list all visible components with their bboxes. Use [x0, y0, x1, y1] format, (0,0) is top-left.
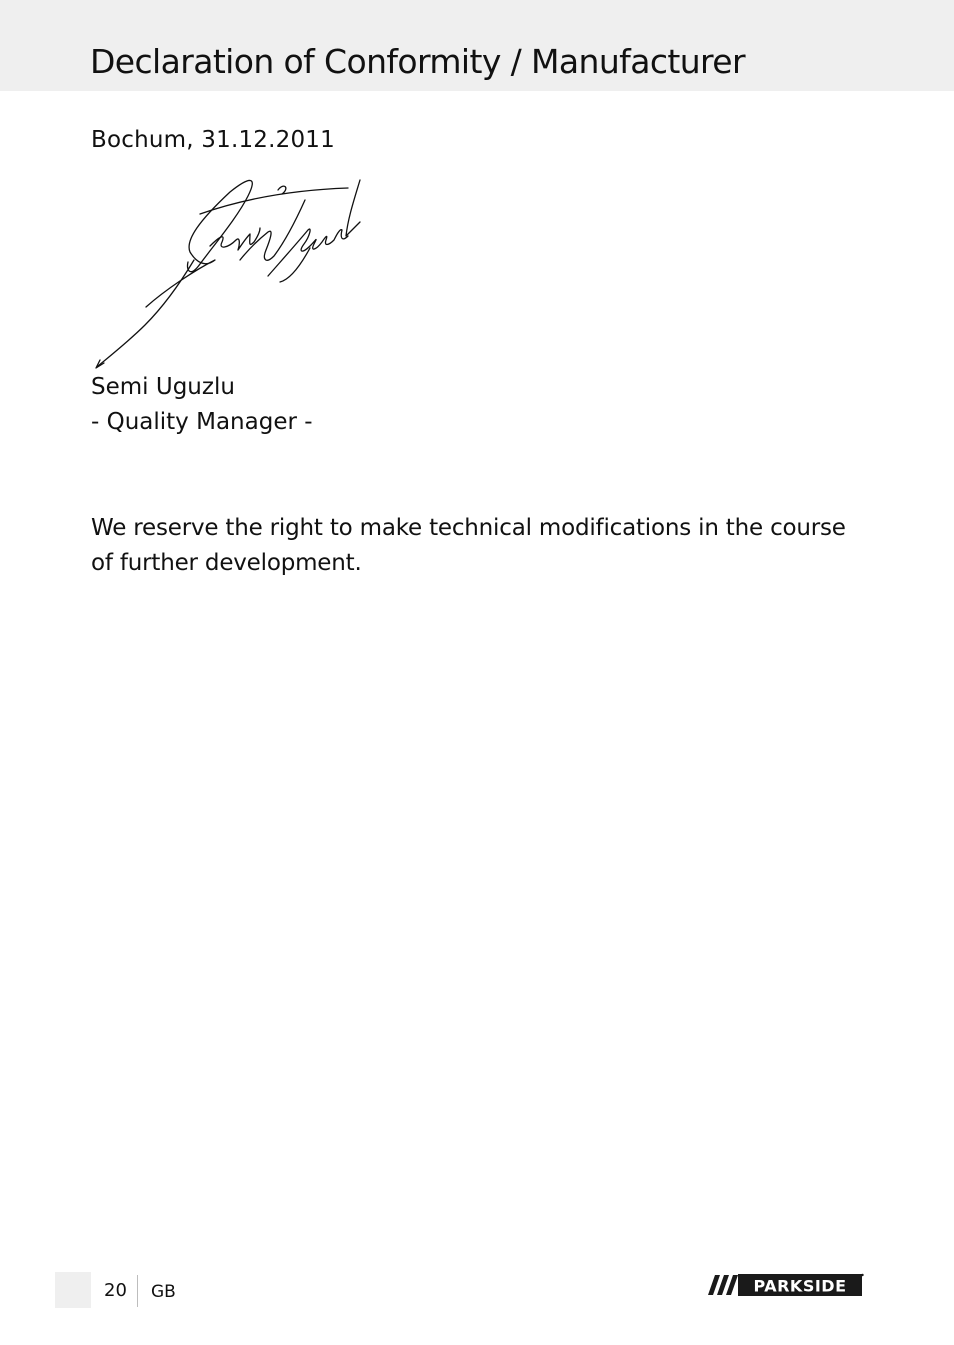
footer-marker-box	[55, 1272, 91, 1308]
signer-name: Semi Uguzlu	[91, 374, 235, 400]
place-date: Bochum, 31.12.2011	[91, 127, 335, 153]
page-title: Declaration of Conformity / Manufacturer	[90, 42, 745, 81]
handwritten-signature-icon	[90, 170, 380, 375]
language-code: GB	[151, 1282, 176, 1302]
modification-notice: We reserve the right to make technical modifications in the course of further development.	[91, 515, 846, 576]
parkside-logo-icon	[704, 1273, 864, 1297]
signer-role: - Quality Manager -	[91, 409, 313, 435]
brand-name: PARKSIDE	[753, 1276, 847, 1296]
page-number: 20	[104, 1280, 127, 1301]
footer-divider	[137, 1275, 138, 1307]
